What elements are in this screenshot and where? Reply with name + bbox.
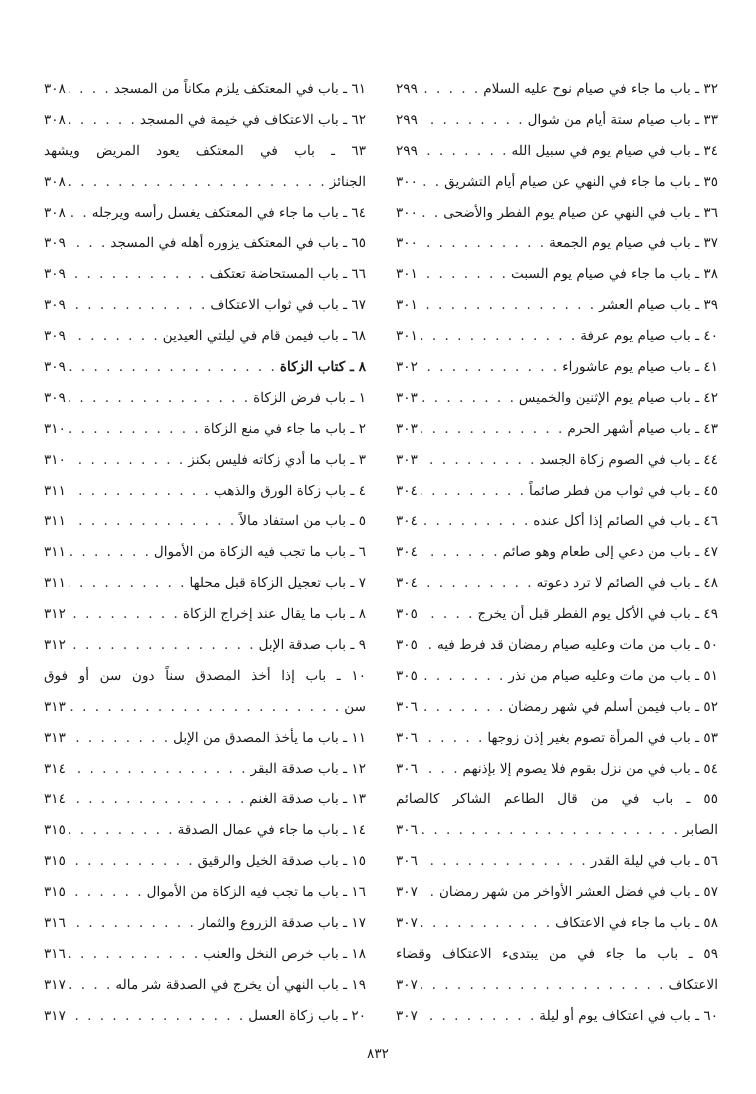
toc-entry — [396, 198, 718, 229]
toc-entry-page: ٣٠٥ — [396, 637, 418, 654]
dot-leader — [421, 259, 508, 290]
toc-entry-page: ٣١٣ — [44, 698, 66, 715]
dot-leader — [69, 692, 341, 723]
toc-entry — [44, 321, 366, 352]
toc-entry-title: ٤٣ ـ باب صيام أشهر الحرم — [567, 420, 718, 437]
toc-entry — [396, 506, 718, 537]
dot-leader — [69, 908, 196, 939]
dot-leader — [421, 537, 500, 568]
toc-entry-page: ٣٠٧ — [396, 884, 418, 901]
toc-entry-page: ٣٠٢ — [396, 359, 418, 376]
toc-entry-page: ٣٠٩ — [44, 328, 66, 345]
toc-entry — [396, 1001, 718, 1032]
dot-leader — [69, 259, 207, 290]
dot-leader — [69, 228, 107, 259]
toc-entry-page: ٣٠١ — [396, 328, 418, 345]
toc-entry-page: ٣١٧ — [44, 1007, 66, 1024]
toc-entry-page: ٣٠٠ — [396, 235, 418, 252]
toc-entry-title: ٣٤ ـ باب في صيام يوم في سبيل الله — [511, 142, 718, 159]
toc-entry-page: ٣١٤ — [44, 760, 66, 777]
dot-leader — [69, 290, 207, 321]
toc-entry-page: ٣٠٠ — [396, 204, 418, 221]
toc-entry — [396, 815, 718, 846]
dot-leader — [69, 568, 187, 599]
dot-leader — [421, 970, 666, 1001]
toc-entry-page: ٢٩٩ — [396, 142, 418, 159]
dot-leader — [421, 506, 530, 537]
toc-entry — [44, 167, 366, 198]
toc-entry — [396, 754, 718, 785]
toc-entry-title: ٥٨ ـ باب ما جاء في الاعتكاف — [555, 915, 718, 932]
toc-entry-page: ٣٠٧ — [396, 976, 418, 993]
toc-entry-page: ٣٠٨ — [44, 204, 66, 221]
toc-entry-title: ٥٤ ـ باب في من نزل بقوم فلا يصوم إلا بإذنهم — [462, 760, 718, 777]
dot-leader — [421, 321, 577, 352]
toc-entry-page: ٣٠٤ — [396, 482, 418, 499]
dot-leader — [421, 352, 559, 383]
dot-leader — [421, 476, 526, 507]
toc-entry-page: ٣١٣ — [44, 729, 66, 746]
toc-entry-title: ١٢ ـ باب صدقة البقر — [250, 760, 366, 777]
dot-leader — [421, 723, 484, 754]
toc-entry-page: ٣٠٣ — [396, 451, 418, 468]
toc-entry-page: ٣٠٦ — [396, 698, 418, 715]
dot-leader — [421, 136, 509, 167]
toc-entry — [44, 599, 366, 630]
dot-leader — [69, 198, 89, 229]
dot-leader — [421, 661, 505, 692]
toc-entry-page: ٣٠٣ — [396, 389, 418, 406]
toc-entry — [396, 723, 718, 754]
toc-entry-page: ٣١٦ — [44, 915, 66, 932]
dot-leader — [69, 846, 195, 877]
toc-entry-title: ٣٧ ـ باب في صيام يوم الجمعة — [549, 235, 718, 252]
toc-entry-title: ٢٠ ـ باب زكاة العسل — [248, 1007, 366, 1024]
toc-entry-page: ٣١١ — [44, 513, 66, 530]
toc-entry — [396, 661, 718, 692]
toc-entry-page: ٣١٤ — [44, 791, 66, 808]
toc-entry-title: ٦٠ ـ باب في اعتكاف يوم أو ليلة — [539, 1007, 718, 1024]
toc-entry-page: ٣٠٦ — [396, 853, 418, 870]
dot-leader — [69, 754, 248, 785]
toc-entry — [44, 692, 366, 723]
toc-entry — [44, 1001, 366, 1032]
dot-leader — [69, 105, 137, 136]
toc-entry — [44, 815, 366, 846]
toc-entry-title: ٤ ـ باب زكاة الورق والذهب — [213, 482, 366, 499]
toc-entry — [44, 198, 366, 229]
toc-entry-title: ٨ ـ كتاب الزكاة — [279, 359, 366, 376]
toc-entry-title: ٤٧ ـ باب من دعي إلى طعام وهو صائم — [502, 544, 718, 561]
toc-entry-page: ٣٠٤ — [396, 575, 418, 592]
toc-entry-title: ٤٨ ـ باب في الصائم لا ترد دعوته — [536, 575, 718, 592]
toc-entry-title: ٣٩ ـ باب صيام العشر — [599, 297, 718, 314]
toc-entry-title: ٥٦ ـ باب في ليلة القدر — [590, 853, 718, 870]
page-number: ٨٣٢ — [367, 1046, 389, 1062]
toc-entry — [396, 228, 718, 259]
dot-leader — [421, 599, 475, 630]
toc-entry-page: ٣٠٨ — [44, 111, 66, 128]
dot-leader — [69, 167, 327, 198]
toc-entry — [44, 228, 366, 259]
toc-entry-page: ٣١٦ — [44, 945, 66, 962]
toc-entry — [396, 352, 718, 383]
toc-entry-page: ٣١٥ — [44, 884, 66, 901]
toc-entry — [44, 754, 366, 785]
toc-entry — [396, 383, 718, 414]
toc-entry — [44, 105, 366, 136]
toc-entry-title: ٩ ـ باب صدقة الإبل — [258, 637, 366, 654]
dot-leader — [69, 383, 250, 414]
toc-entry-title: ٣٣ ـ باب صيام ستة أيام من شوال — [527, 111, 718, 128]
toc-entry-page: ٣٠٧ — [396, 915, 418, 932]
dot-leader — [421, 228, 546, 259]
toc-entry — [44, 383, 366, 414]
toc-entry-title: الصابر — [682, 822, 718, 839]
toc-entry-title: ٤٠ ـ باب صيام يوم عرفة — [580, 328, 718, 345]
toc-entry-page: ٣١٥ — [44, 853, 66, 870]
toc-entry-title: ١٧ ـ باب صدقة الزروع والثمار — [198, 915, 366, 932]
toc-entry-first-line: ١٠ ـ باب إذا أخذ المصدق سناً دون سن أو فوق — [44, 667, 366, 684]
toc-entry-page: ٣٠٣ — [396, 420, 418, 437]
dot-leader — [421, 105, 525, 136]
toc-entry-title: ٤٥ ـ باب في ثواب من فطر صائماً — [528, 482, 718, 499]
toc-entry-first-line: ٥٥ ـ باب في من قال الطاعم الشاكر كالصائم — [396, 791, 718, 808]
dot-leader — [69, 74, 111, 105]
toc-entry — [44, 476, 366, 507]
toc-entry-title: ٥٢ ـ باب فيمن أسلم في شهر رمضان — [508, 698, 718, 715]
toc-entry-title: ٤١ ـ باب صيام يوم عاشوراء — [562, 359, 718, 376]
toc-entry — [396, 877, 718, 908]
toc-entry-title: ٦١ ـ باب في المعتكف يلزم مكاناً من المسجد — [113, 81, 366, 97]
toc-entry — [396, 568, 718, 599]
toc-entry — [396, 321, 718, 352]
toc-entry-title: ٤٢ ـ باب صيام يوم الإثنين والخميس — [518, 389, 718, 406]
dot-leader — [69, 414, 201, 445]
toc-entry — [396, 599, 718, 630]
toc-entry-title: ٤٦ ـ باب في الصائم إذا أكل عنده — [533, 513, 718, 530]
toc-entry — [44, 846, 366, 877]
dot-leader — [69, 630, 256, 661]
toc-entry-page: ٣٠٩ — [44, 297, 66, 314]
dot-leader — [421, 445, 537, 476]
toc-entry — [44, 877, 366, 908]
dot-leader — [421, 692, 505, 723]
toc-entry — [396, 414, 718, 445]
toc-entry-page: ٣١٥ — [44, 822, 66, 839]
toc-entry-title: ٦٨ ـ باب فيمن قام في ليلتي العيدين — [162, 328, 366, 345]
dot-leader — [421, 1001, 536, 1032]
toc-entry — [396, 105, 718, 136]
dot-leader — [421, 414, 564, 445]
toc-entry-page: ٣١١ — [44, 544, 66, 561]
toc-entry-page: ٣١١ — [44, 575, 66, 592]
toc-entry — [44, 939, 366, 970]
toc-right-column — [396, 74, 718, 1032]
toc-entry-page: ٣٠٠ — [396, 173, 418, 190]
dot-leader — [69, 784, 246, 815]
toc-entry-title: ١٥ ـ باب صدقة الخيل والرقيق — [197, 853, 366, 870]
dot-leader — [69, 537, 151, 568]
toc-entry-first-line: ٦٣ ـ باب في المعتكف يعود المريض ويشهد — [44, 142, 366, 159]
toc-entry — [396, 445, 718, 476]
toc-entry-page: ٣٠٥ — [396, 667, 418, 684]
toc-entry-title: ٣٦ ـ باب في النهي عن صيام يوم الفطر والأضحى — [443, 204, 718, 221]
toc-entry-title: ٥٠ ـ باب من مات وعليه صيام رمضان قد فرط فيه — [437, 637, 718, 654]
toc-entry-title: ١٩ ـ باب النهي أن يخرج في الصدقة شر ماله — [115, 976, 366, 993]
toc-chapter-heading — [44, 352, 366, 383]
toc-entry — [396, 630, 718, 661]
toc-entry-title: ٤٤ ـ باب في الصوم زكاة الجسد — [539, 451, 718, 468]
toc-entry-page: ٣٠٦ — [396, 822, 418, 839]
toc-entry-title: ٣ ـ باب ما أدي زكاته فليس بكنز — [188, 451, 366, 468]
toc-entry-title: ١٨ ـ باب خرص النخل والعنب — [203, 945, 366, 962]
toc-entry-title: ١١ ـ باب ما يأخذ المصدق من الإبل — [173, 729, 366, 746]
toc-entry-page: ٣٠٩ — [44, 235, 66, 252]
dot-leader — [421, 568, 534, 599]
dot-leader — [69, 321, 160, 352]
toc-entry-page: ٣١٢ — [44, 637, 66, 654]
toc-entry — [396, 136, 718, 167]
dot-leader — [69, 599, 180, 630]
toc-entry-page: ٣٠٧ — [396, 1007, 418, 1024]
toc-entry-page: ٣٠٤ — [396, 544, 418, 561]
toc-entry — [396, 476, 718, 507]
toc-entry — [44, 723, 366, 754]
toc-entry-title: ٢ ـ باب ما جاء في منع الزكاة — [203, 420, 366, 437]
toc-entry — [396, 167, 718, 198]
toc-entry-title: ٨ ـ باب ما يقال عند إخراج الزكاة — [182, 606, 366, 623]
toc-entry — [44, 74, 366, 105]
dot-leader — [69, 1001, 245, 1032]
toc-entry-page: ٣٠٤ — [396, 513, 418, 530]
dot-leader — [69, 352, 277, 383]
toc-entry-title: الجنائز — [329, 173, 366, 190]
dot-leader — [421, 74, 480, 105]
toc-entry — [44, 970, 366, 1001]
toc-entry-title: الاعتكاف — [668, 976, 718, 993]
toc-entry-page: ٣٠٨ — [44, 173, 66, 190]
toc-entry-title: ٦٤ ـ باب ما جاء في المعتكف يغسل رأسه ويرجله — [91, 204, 366, 221]
toc-entry-first-line: ٥٩ ـ باب ما جاء في من يبتدىء الاعتكاف وقضاء — [396, 945, 718, 962]
toc-entry — [396, 259, 718, 290]
toc-entry-page: ٣٠٨ — [44, 81, 66, 97]
dot-leader — [69, 815, 175, 846]
dot-leader — [69, 445, 185, 476]
dot-leader — [69, 877, 144, 908]
toc-entry-title: ٦ ـ باب ما تجب فيه الزكاة من الأموال — [153, 544, 366, 561]
dot-leader — [421, 290, 596, 321]
toc-left-column — [44, 74, 366, 1032]
toc-entry — [44, 784, 366, 815]
toc-entry — [396, 970, 718, 1001]
toc-entry — [396, 908, 718, 939]
toc-entry — [396, 537, 718, 568]
toc-entry-page: ٣١٧ — [44, 976, 66, 993]
toc-entry-page: ٣٠٥ — [396, 606, 418, 623]
toc-entry — [44, 630, 366, 661]
dot-leader — [69, 970, 112, 1001]
toc-entry-title: ١ ـ باب فرض الزكاة — [253, 389, 366, 406]
toc-entry — [396, 290, 718, 321]
dot-leader — [421, 630, 434, 661]
dot-leader — [421, 198, 440, 229]
toc-entry — [44, 290, 366, 321]
toc-entry — [396, 692, 718, 723]
toc-entry-page: ٣١٠ — [44, 451, 66, 468]
dot-leader — [69, 939, 200, 970]
toc-entry-title: ٥ ـ باب من استفاد مالاً — [239, 513, 366, 530]
toc-entry-title: ٥٣ ـ باب في المرأة تصوم بغير إذن زوجها — [487, 729, 718, 746]
toc-entry — [44, 445, 366, 476]
toc-entry-page: ٢٩٩ — [396, 81, 418, 97]
toc-entry-title: ١٦ ـ باب ما تجب فيه الزكاة من الأموال — [146, 884, 366, 901]
toc-entry-title: ٥١ ـ باب من مات وعليه صيام من نذر — [508, 667, 718, 684]
toc-entry-page: ٣٠١ — [396, 266, 418, 283]
toc-entry-title: ٦٢ ـ باب الاعتكاف في خيمة في المسجد — [139, 111, 366, 128]
toc-entry-page: ٢٩٩ — [396, 111, 418, 128]
toc-entry-title: ١٤ ـ باب ما جاء في عمال الصدقة — [177, 822, 366, 839]
toc-entry-page: ٣٠٦ — [396, 760, 418, 777]
toc-entry — [44, 908, 366, 939]
toc-entry-title: ١٣ ـ باب صدقة الغنم — [249, 791, 366, 808]
toc-entry-page: ٣١١ — [44, 482, 66, 499]
toc-entry-title: ٣٥ ـ باب ما جاء في النهي عن صيام أيام التشريق — [444, 173, 718, 190]
dot-leader — [421, 167, 441, 198]
toc-entry — [44, 259, 366, 290]
toc-entry-page: ٣٠٦ — [396, 729, 418, 746]
dot-leader — [421, 383, 516, 414]
toc-entry-title: ٣٨ ـ باب ما جاء في صيام يوم السبت — [511, 266, 718, 283]
toc-entry-page: ٣١٠ — [44, 420, 66, 437]
dot-leader — [421, 754, 460, 785]
dot-leader — [421, 908, 552, 939]
toc-entry-page: ٣٠١ — [396, 297, 418, 314]
dot-leader — [69, 723, 170, 754]
toc-entry-title: سن — [344, 698, 366, 715]
toc-entry-title: ٦٥ ـ باب في المعتكف يزوره أهله في المسجد — [110, 235, 366, 252]
toc-entry-title: ٦٦ ـ باب المستحاضة تعتكف — [209, 266, 366, 283]
toc-entry-title: ٣٢ ـ باب ما جاء في صيام نوح عليه السلام — [483, 81, 718, 97]
toc-entry-title: ٦٧ ـ باب في ثواب الاعتكاف — [210, 297, 366, 314]
toc-columns — [44, 74, 718, 1032]
toc-entry — [44, 506, 366, 537]
dot-leader — [69, 506, 236, 537]
toc-entry — [396, 846, 718, 877]
toc-entry-title: ٥٧ ـ باب في فضل العشر الأواخر من شهر رمضان — [438, 884, 718, 901]
toc-entry-title: ٧ ـ باب تعجيل الزكاة قبل محلها — [189, 575, 366, 592]
toc-entry — [44, 568, 366, 599]
dot-leader — [421, 877, 436, 908]
toc-entry-title: ٤٩ ـ باب في الأكل يوم الفطر قبل أن يخرج — [477, 606, 718, 623]
toc-entry — [44, 537, 366, 568]
toc-entry-page: ٣٠٩ — [44, 266, 66, 283]
toc-entry — [44, 414, 366, 445]
dot-leader — [421, 846, 588, 877]
toc-entry-page: ٣١٢ — [44, 606, 66, 623]
dot-leader — [421, 815, 680, 846]
toc-entry-page: ٣٠٩ — [44, 359, 66, 376]
dot-leader — [69, 476, 211, 507]
toc-entry — [396, 74, 718, 105]
toc-entry-page: ٣٠٩ — [44, 389, 66, 406]
